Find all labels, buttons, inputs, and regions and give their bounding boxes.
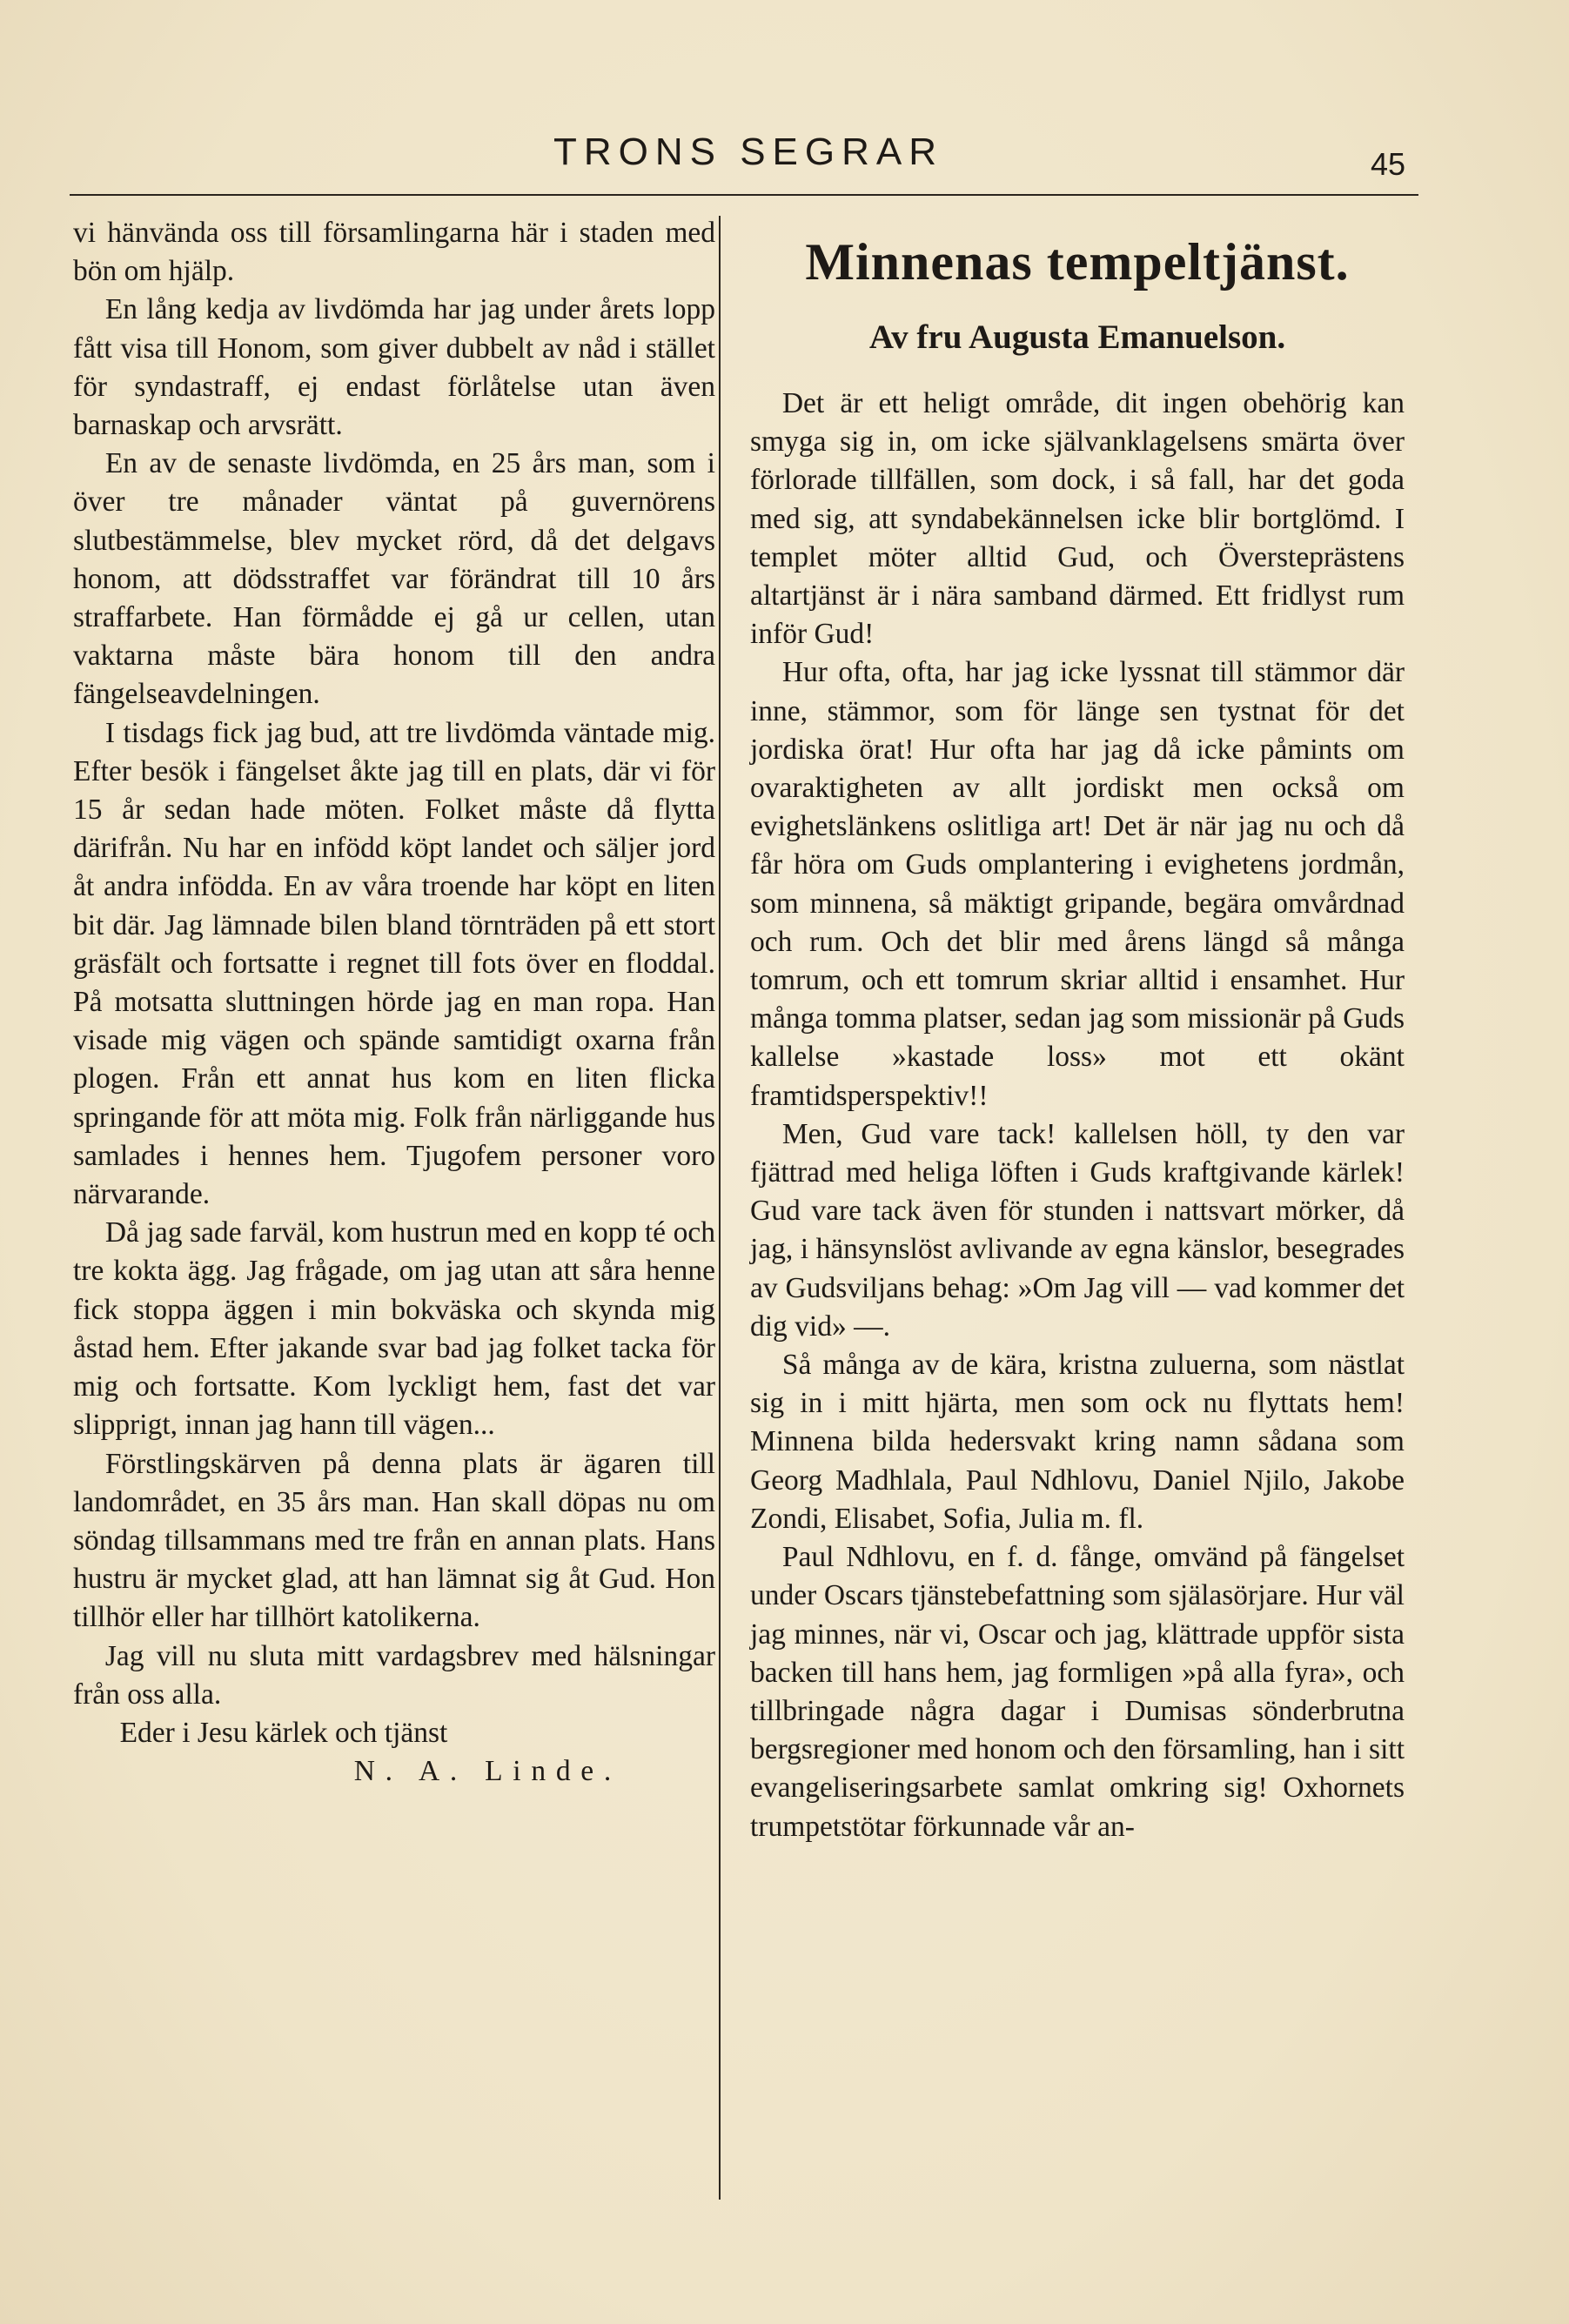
left-paragraph: Förstlingskärven på denna plats är ägaren till landområdet, en 35 års man. Han skall döpas nu om söndag tillsammans med tre från en annan plats. Hans hustru är mycket glad, att han lämnat sig åt Gud. Hon tillhör eller har tillhört katolikerna.: [73, 1447, 715, 1634]
letter-closing: Eder i Jesu kärlek och tjänst: [119, 1716, 448, 1749]
page-number: 45: [1371, 146, 1406, 182]
right-column: [750, 214, 1405, 1846]
running-head: [0, 131, 1569, 182]
left-paragraph: En lång kedja av livdömda har jag under årets lopp fått visa till Honom, som giver dubbelt av nåd i stället för syndastraff, ej endast förlåtelse utan även barnaskap och arvsrätt.: [73, 293, 715, 442]
right-paragraph: Det är ett heligt område, dit ingen obehörig kan smyga sig in, om icke självanklagelsens smärta över förlorade tillfällen, som dock, i så fall, har det goda med sig, att syndabekännelsen icke blir bortglömd. I templet möter alltid Gud, och Översteprästens altartjänst är i nära samband därmed. Ett fridlyst rum inför Gud!: [750, 387, 1405, 651]
left-paragraph: Då jag sade farväl, kom hustrun med en kopp té och tre kokta ägg. Jag frågade, om jag utan att såra henne fick stoppa äggen i min bokväska och skynda mig åstad hem. Efter jakande svar bad jag folket tacka för mig och fortsatte. Kom lyckligt hem, fast det var slipprigt, innan jag hann till vägen...: [73, 1216, 715, 1442]
left-paragraph: vi hänvända oss till församlingarna här i staden med bön om hjälp.: [73, 217, 715, 288]
running-title: TRONS SEGRAR: [553, 131, 944, 173]
header-rule: [70, 194, 1418, 196]
letter-signature: N. A. Linde.: [353, 1755, 621, 1788]
right-paragraph: Så många av de kära, kristna zuluerna, som nästlat sig in i mitt hjärta, men som ock nu flyttats hem! Minnena bilda hedersvakt kring namn sådana som Georg Madhlala, Paul Ndhlovu, Daniel Njilo, Jakobe Zondi, Elisabet, Sofia, Julia m. fl.: [750, 1349, 1405, 1535]
article-title: Minnenas tempeltjänst.: [805, 233, 1350, 291]
right-paragraph: Men, Gud vare tack! kallelsen höll, ty den var fjättrad med heliga löften i Guds kraftgivande kärlek! Gud vare tack även för stunden i nattsvart mörker, då jag, i hänsynslöst avlivande av egna känslor, besegrades av Gudsviljans behag: »Om Jag vill — vad kommer det dig vid» —.: [750, 1117, 1405, 1343]
article-byline: Av fru Augusta Emanuelson.: [868, 318, 1286, 356]
right-paragraph: Hur ofta, ofta, har jag icke lyssnat till stämmor där inne, stämmor, som för länge sen tystnat för det jordiska örat! Hur ofta har jag då icke påmints om ovaraktigheten av allt jordiskt men också om evighetslänkens oslitliga art! Det är när jag nu och då får höra om Guds omplantering i evighetens jordmån, som minnena, så mäktigt gripande, begära omvårdnad och rum. Och det blir med årens längd så många tomrum, och ett tomrum skriar alltid i ensamhet. Hur många tomma platser, sedan jag som missionär på Guds kallelse »kastade loss» mot ett okänt framtidsperspektiv!!: [750, 656, 1405, 1112]
left-column: [73, 214, 715, 1791]
column-divider: [719, 216, 721, 2200]
left-paragraph: I tisdags fick jag bud, att tre livdömda väntade mig. Efter besök i fängelset åkte jag till en plats, där vi för 15 år sedan hade möten. Folket måste då flytta därifrån. Nu har en infödd köpt landet och säljer jord åt andra infödda. En av våra troende har köpt en liten bit där. Jag lämnade bilen bland törnträden på ett stort gräsfält och fortsatte i regnet till fots över en floddal. På motsatta sluttningen hörde jag en man ropa. Han visade mig vägen och spände samtidigt oxarna från plogen. Från ett annat hus kom en liten flicka springande för att möta mig. Folk från närliggande hus samlades i hennes hem. Tjugofem personer voro närvarande.: [73, 716, 715, 1211]
left-paragraph: En av de senaste livdömda, en 25 års man, som i över tre månader väntat på guvernörens slutbestämmelse, blev mycket rörd, då det delgavs honom, att dödsstraffet var förändrat till 10 års straffarbete. Han förmådde ej gå ur cellen, utan vaktarna måste bära honom till den andra fängelseavdelningen.: [73, 447, 715, 711]
left-paragraph: Jag vill nu sluta mitt vardagsbrev med hälsningar från oss alla.: [73, 1639, 715, 1711]
right-paragraph: Paul Ndhlovu, en f. d. fånge, omvänd på fängelset under Oscars tjänstebefattning som själasörjare. Hur väl jag minnes, när vi, Oscar och jag, klättrade uppför sista backen till hans hem, jag formligen »på alla fyra», och tillbringade några dagar i Dumisas sönderbrutna bergsregioner med honom och den församling, han i sitt evangeliseringsarbete samlat omkring sig! Oxhornets trumpetstötar förkunnade vår an-: [750, 1541, 1405, 1843]
